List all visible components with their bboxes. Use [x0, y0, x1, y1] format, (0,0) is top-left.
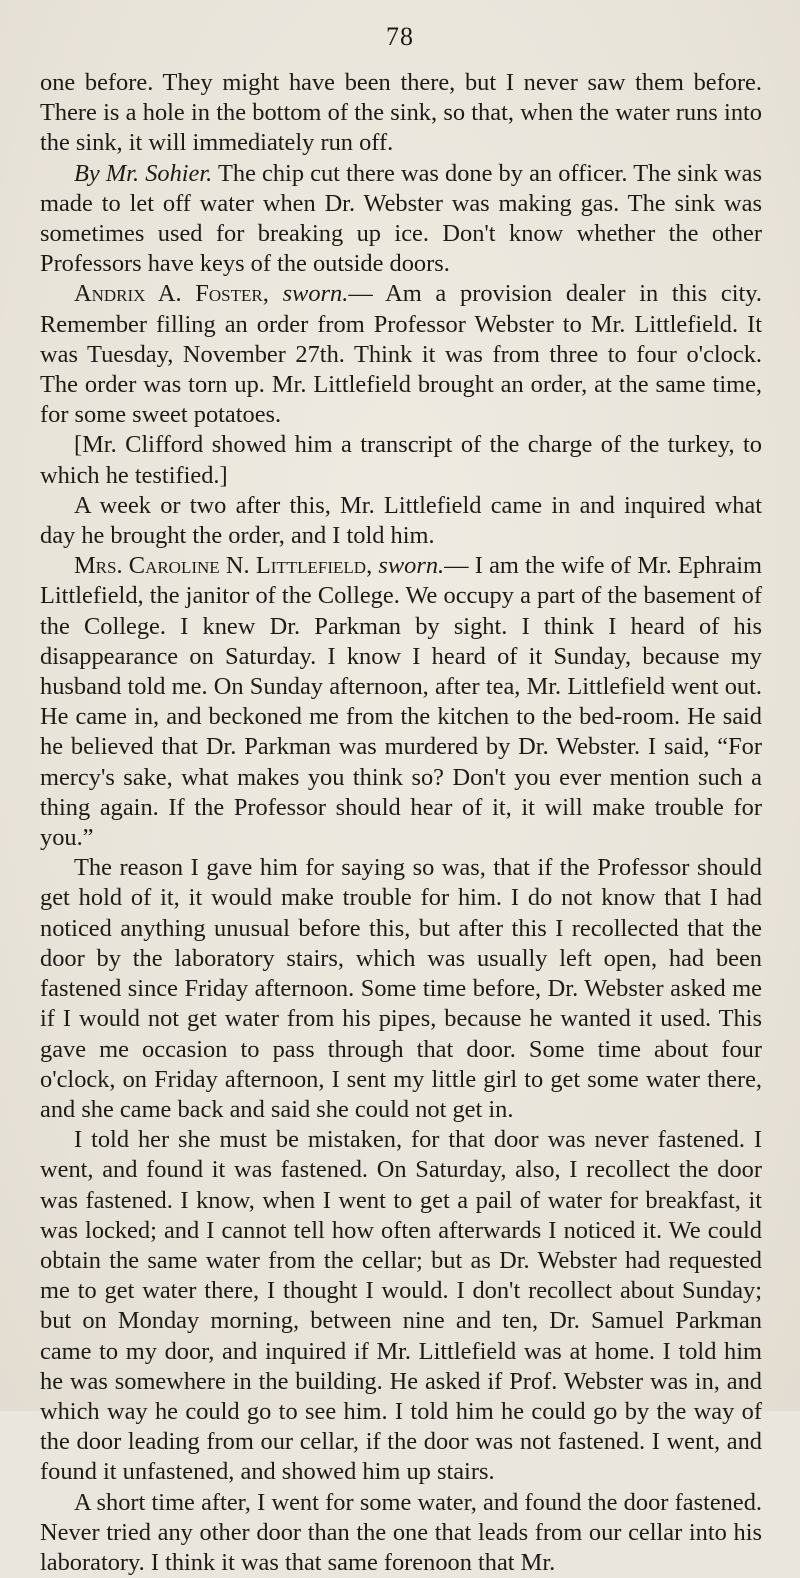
- paragraph-door-fastened: [40, 1125, 762, 1487]
- page-number: 78: [386, 22, 414, 51]
- paragraph-text: [Mr. Clifford showed him a transcript of the charge of the turkey, to which he testified.]: [40, 431, 762, 489]
- paragraph-continuation: [40, 68, 762, 159]
- paragraph-text: A week or two after this, Mr. Littlefield came in and inquired what day he brought the order, and I told him.: [40, 491, 762, 550]
- paragraph-text: — Am a provision dealer in this city. Remember filling an order from Professor Webster to Mr. Littlefield. It was Tuesday, November 27th. Think it was from three to four o'clock. The order was torn up. Mr. Littlefield brought an order, at the same time, for some sweet potatoes.: [40, 280, 762, 429]
- testimony-text: [40, 68, 762, 1578]
- paragraph-text: A short time after, I went for some water, and found the door fastened. Never tried any other door than the one that leads from our cellar into his laboratory. I think it was that same forenoon that Mr.: [40, 1488, 762, 1576]
- speaker-label: By Mr. Sohier.: [74, 159, 213, 187]
- paragraph-foster: [40, 279, 762, 430]
- paragraph-reason: [40, 853, 762, 1125]
- sworn-label: sworn.: [282, 280, 349, 308]
- paragraph-text: The reason I gave him for saying so was, that if the Professor should get hold of it, it would make trouble for him. I do not know that I had noticed anything unusual before this, but after this I recollected that the door by the laboratory stairs, which was usually left open, had been fastened since Friday afternoon. Some time before, Dr. Webster asked me if I would not get water from his pipes, because he wanted it used. This gave me occasion to pass through that door. Some time about four o'clock, on Friday afternoon, I sent my little girl to get some water there, and she came back and said she could not get in.: [40, 854, 762, 1123]
- witness-name: Mrs. Caroline N. Littlefield,: [74, 552, 373, 580]
- paragraph-mrs-littlefield: [40, 551, 762, 853]
- paragraph-short-time-after: [40, 1488, 762, 1578]
- paragraph-sohier: [40, 159, 762, 280]
- paragraph-text: one before. They might have been there, but I never saw them before. There is a hole in the bottom of the sink, so that, when the water runs into the sink, it will immediately run off.: [40, 69, 762, 157]
- paragraph-week-after: [40, 491, 762, 551]
- paragraph-text: The chip cut there was done by an officer. The sink was made to let off water when Dr. Webster was making gas. The sink was sometimes used for breaking up ice. Don't know whether the other Professors have keys of the outside doors.: [40, 159, 762, 278]
- sworn-label: sworn.: [378, 552, 445, 580]
- paragraph-bracket-note: [40, 430, 762, 490]
- witness-name: Andrix A. Foster,: [74, 280, 269, 308]
- paragraph-text: I told her she must be mistaken, for that door was never fastened. I went, and found it was fastened. On Saturday, also, I recollect the door was fastened. I know, when I went to get a pail of water for breakfast, it was locked; and I cannot tell how often afterwards I noticed it. We could obtain the same water from the cellar; but as Dr. Webster had requested me to get water there, I thought I would. I don't recollect about Sunday; but on Monday morning, between nine and ten, Dr. Samuel Parkman came to my door, and inquired if Mr. Littlefield was at home. I told him he was somewhere in the building. He asked if Prof. Webster was in, and which way he could go to see him. I told him he could go by the way of the door leading from our cellar, if the door was not fastened. I went, and found it unfastened, and showed him up stairs.: [40, 1126, 762, 1486]
- paragraph-text: — I am the wife of Mr. Ephraim Littlefield, the janitor of the College. We occupy a part of the basement of the College. I knew Dr. Parkman by sight. I think I heard of his disappearance on Saturday. I know I heard of it Sunday, because my husband told me. On Sunday afternoon, after tea, Mr. Littlefield went out. He came in, and beckoned me from the kitchen to the bed-room. He said he believed that Dr. Parkman was murdered by Dr. Webster. I said, “For mercy's sake, what makes you think so? Don't you ever mention such a thing again. If the Professor should hear of it, it will make trouble for you.”: [40, 552, 762, 852]
